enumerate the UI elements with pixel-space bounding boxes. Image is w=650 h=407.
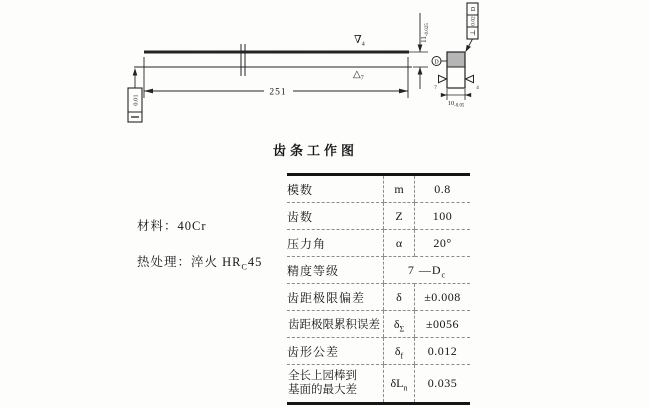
param-value: ±0.008 (415, 284, 471, 311)
finish-right-grade: 4 (476, 85, 479, 91)
width-arrow-right (465, 93, 471, 97)
height-dim-text: $11_{-0.025}$ (420, 23, 430, 43)
param-symbol: δ (384, 284, 415, 311)
flatness-value-text: 0.01 (132, 94, 140, 106)
param-symbol: $\delta_\Sigma$ (384, 311, 415, 338)
length-dim-text: 251 (269, 87, 287, 98)
param-value: ±0056 (415, 311, 471, 338)
param-symbol: $\delta L_n$ (384, 365, 415, 404)
finish-left-grade: 7 (434, 85, 437, 91)
rack-drawing (0, 0, 650, 135)
param-symbol: $\delta_f$ (384, 338, 415, 365)
param-label: 齿距极限累积误差 (287, 311, 384, 338)
drawing-title: 齿条工作图 (273, 143, 359, 158)
perpendicularity-symbol-icon: ⊥ (468, 29, 477, 37)
heat-text-sub: C (241, 262, 248, 272)
param-value: 100 (415, 203, 471, 230)
param-label: 齿数 (287, 203, 384, 230)
heat-text-post: 45 (247, 255, 263, 269)
param-value: 20° (415, 230, 471, 257)
table-row (287, 338, 470, 365)
param-symbol: m (384, 175, 415, 203)
flatness-leader-arrow (133, 68, 138, 76)
table-row (287, 257, 470, 284)
table-row (287, 284, 470, 311)
material-note (137, 216, 207, 234)
table-row (287, 203, 470, 230)
table-row (287, 230, 470, 257)
param-label: 精度等级 (287, 257, 384, 284)
heat-text-pre: 热处理：淬火 HR (137, 255, 242, 269)
finish-mark-bottom: $\triangle_7$ (353, 69, 364, 82)
datum-letter: D (434, 59, 439, 66)
param-label: 齿距极限偏差 (287, 284, 384, 311)
width-arrow-left (441, 93, 447, 97)
param-label: 压力角 (287, 230, 384, 257)
height-arrow-top (418, 45, 423, 53)
table-row (287, 175, 470, 203)
finish-mark-left-side-icon (439, 75, 447, 82)
param-label: 全长上园棒到 基面的最大差 (288, 369, 357, 396)
param-label: 齿形公差 (287, 338, 384, 365)
height-arrow-bottom (418, 67, 423, 75)
table-row (287, 311, 470, 338)
param-value: 0.8 (415, 175, 471, 203)
param-label: 模数 (287, 175, 384, 203)
finish-mark-top: $\nabla_4$ (354, 34, 365, 48)
end-view-tooth-band (447, 52, 465, 67)
param-value: 0.035 (415, 365, 471, 404)
length-arrow-right (399, 89, 408, 94)
param-value: 7 $—D_c$ (384, 257, 471, 284)
length-arrow-left (144, 89, 153, 94)
param-symbol: α (384, 230, 415, 257)
perp-value-text: 0.02 (470, 16, 477, 26)
perp-datum-text: D (470, 6, 477, 12)
perp-leader-arrow (466, 45, 471, 52)
param-symbol: Z (384, 203, 415, 230)
param-value: 0.012 (415, 338, 471, 365)
material-text: 材料：40Cr (137, 219, 207, 233)
width-dim-text: $10_{-0.05}$ (447, 100, 465, 109)
finish-mark-right-side-icon (466, 75, 474, 82)
gear-parameter-table (287, 173, 470, 405)
heat-treatment-note (137, 252, 262, 270)
table-row (287, 365, 470, 404)
